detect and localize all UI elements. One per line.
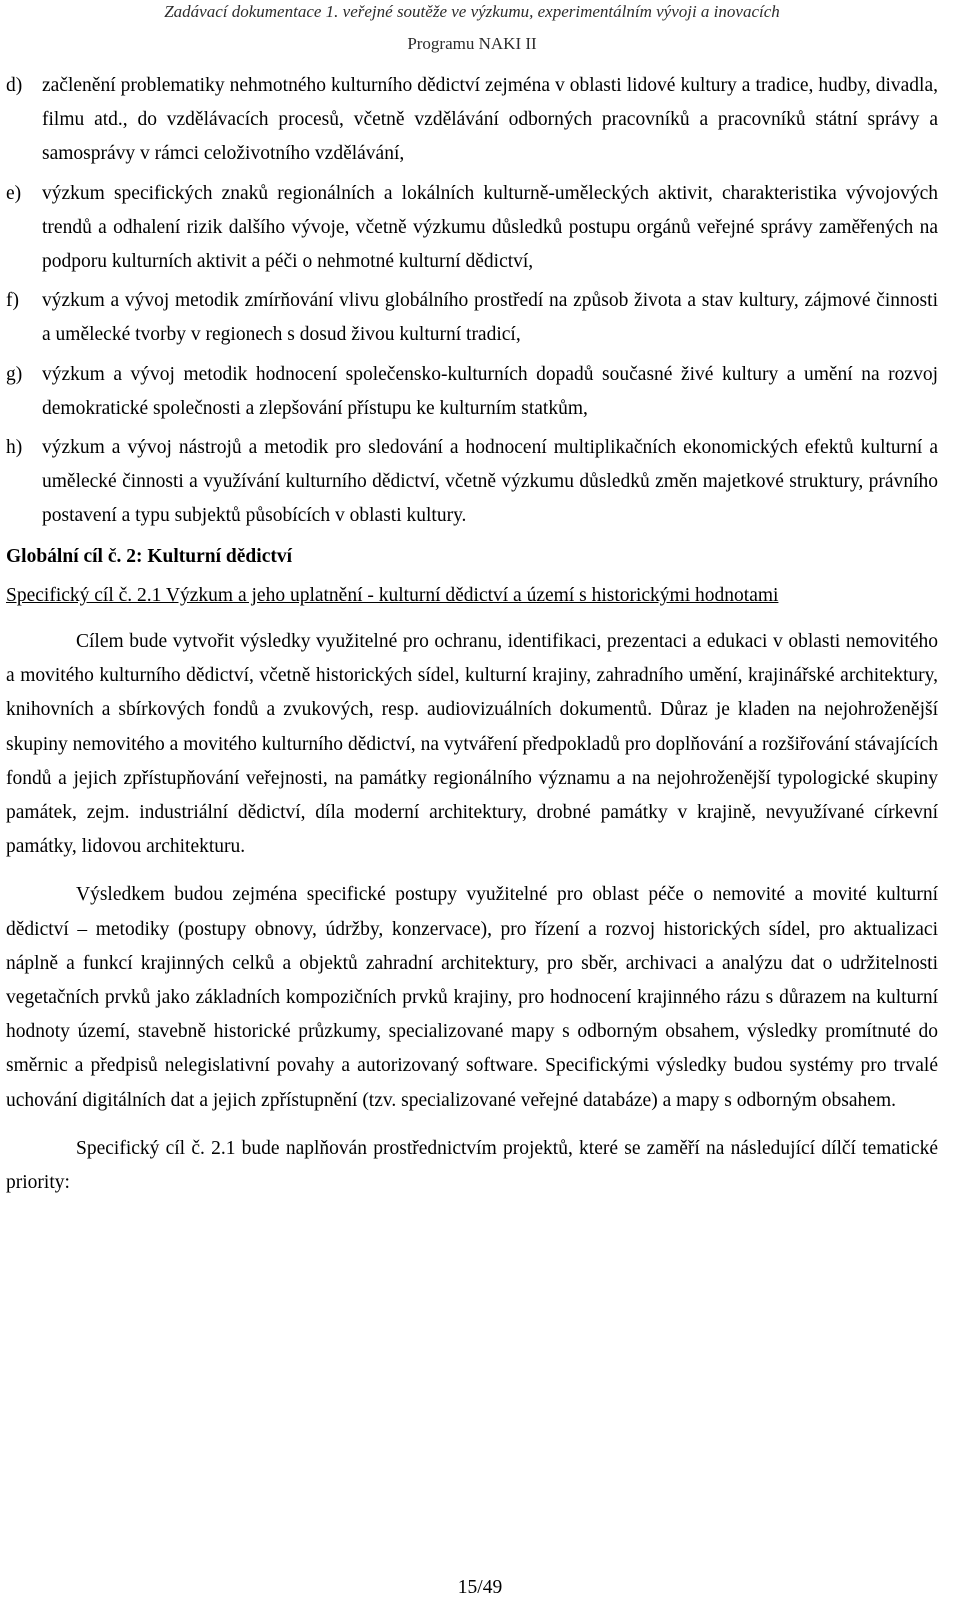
list-item xyxy=(6,177,938,280)
list-item xyxy=(6,358,938,426)
list-item-label: e) xyxy=(6,182,22,204)
page-number: 15/49 xyxy=(457,1577,503,1598)
body-paragraph: Specifický cíl č. 2.1 bude naplňován prostřednictvím projektů, které se zaměří na následující dílčí tematické priority: xyxy=(6,1137,938,1194)
list-item-label: d) xyxy=(6,75,23,96)
body-paragraph: Výsledkem budou zejména specifické postupy využitelné pro oblast péče o nemovité a movité kulturní dědictví – metodiky (postupy obnovy, údržby, konzervace), pro řízení a rozvoj historických sídel, pro aktualizaci náplně a funkcí krajinných celků a objektů zahradní architektury, pro sběr, archivaci a analýzu dat o udržitelnosti vegetačních prvků jako základních kompozičních prvků krajiny, pro hodnocení krajinného rázu s důrazem na kulturní hodnoty území, stavebně historické průzkumy, specializované mapy s odborným obsahem, výsledky promítnuté do směrnic a předpisů nelegislativní povahy a autorizovaný software. Specifickými výsledky budou systémy pro trvalé uchování digitálních dat a jejich zpřístupnění (tzv. specializované veřejné databáze) a mapy s odborným obsahem. xyxy=(6,884,938,1111)
list-item-text: výzkum specifických znaků regionálních a lokálních kulturně-uměleckých aktivit, charakteristika vývojových trendů a odhalení rizik dalšího vývoje, včetně výzkumu důsledků postupu orgánů veřejné správy zaměřených na podporu kulturních aktivit a péči o nehmotné kulturní dědictví, xyxy=(42,182,938,273)
list-item-text: výzkum a vývoj nástrojů a metodik pro sledování a hodnocení multiplikačních ekonomických efektů kulturní a umělecké činnosti a využívání kulturního dědictví, včetně výzkumu důsledků změn majetkové struktury, právního postavení a typu subjektů působících v oblasti kultury. xyxy=(42,437,938,527)
list-item xyxy=(6,69,938,172)
list-item-text: výzkum a vývoj metodik hodnocení společensko-kulturních dopadů současné živé kultury a umění na rozvoj demokratické společnosti a zlepšování přístupu ke kulturním statkům, xyxy=(42,363,938,419)
specific-goal-heading: Specifický cíl č. 2.1 Výzkum a jeho uplatnění - kulturní dědictví a území s historickými hodnotami xyxy=(6,584,779,606)
list-item-label: g) xyxy=(6,363,23,385)
list-item-label: f) xyxy=(6,290,19,312)
list-item-label: h) xyxy=(6,437,23,459)
list-item-text: začlenění problematiky nehmotného kulturního dědictví zejména v oblasti lidové kultury a tradice, hudby, divadla, filmu atd., do vzdělávacích procesů, včetně vzdělávání odborných pracovníků a pracovníků státní správy a samosprávy v rámci celoživotního vzdělávání, xyxy=(42,75,938,165)
global-goal-heading: Globální cíl č. 2: Kulturní dědictví xyxy=(6,545,293,567)
header-program: Programu NAKI II xyxy=(407,34,537,53)
body-paragraph: Cílem bude vytvořit výsledky využitelné pro ochranu, identifikaci, prezentaci a edukaci v oblasti nemovitého a movitého kulturního dědictví, včetně historických sídel, kulturní krajiny, zahradního umění, krajinářské architektury, knihovních a sbírkových fondů a zvukových, resp. audiovizuálních dokumentů. Důraz je kladen na nejohroženější skupiny nemovitého a movitého kulturního dědictví, na vytváření předpokladů pro doplňování a rozšiřování stávajících fondů a jejich zpřístupňování veřejnosti, na památky regionálního významu a na nejohroženější typologické skupiny památek, zejm. industriální dědictví, díla moderní architektury, drobné památky v krajině, nevyužívané církevní památky, lidovou architekturu. xyxy=(6,631,938,858)
header-title: Zadávací dokumentace 1. veřejné soutěže ve výzkumu, experimentálním vývoji a inovacích xyxy=(164,2,780,21)
list-item xyxy=(6,431,938,534)
list-item xyxy=(6,284,938,352)
document-body xyxy=(6,69,938,1200)
page-header xyxy=(6,0,938,55)
list-item-text: výzkum a vývoj metodik zmírňování vlivu globálního prostředí na způsob života a stav kultury, zájmové činnosti a umělecké tvorby v regionech s dosud živou kulturní tradicí, xyxy=(42,290,938,346)
